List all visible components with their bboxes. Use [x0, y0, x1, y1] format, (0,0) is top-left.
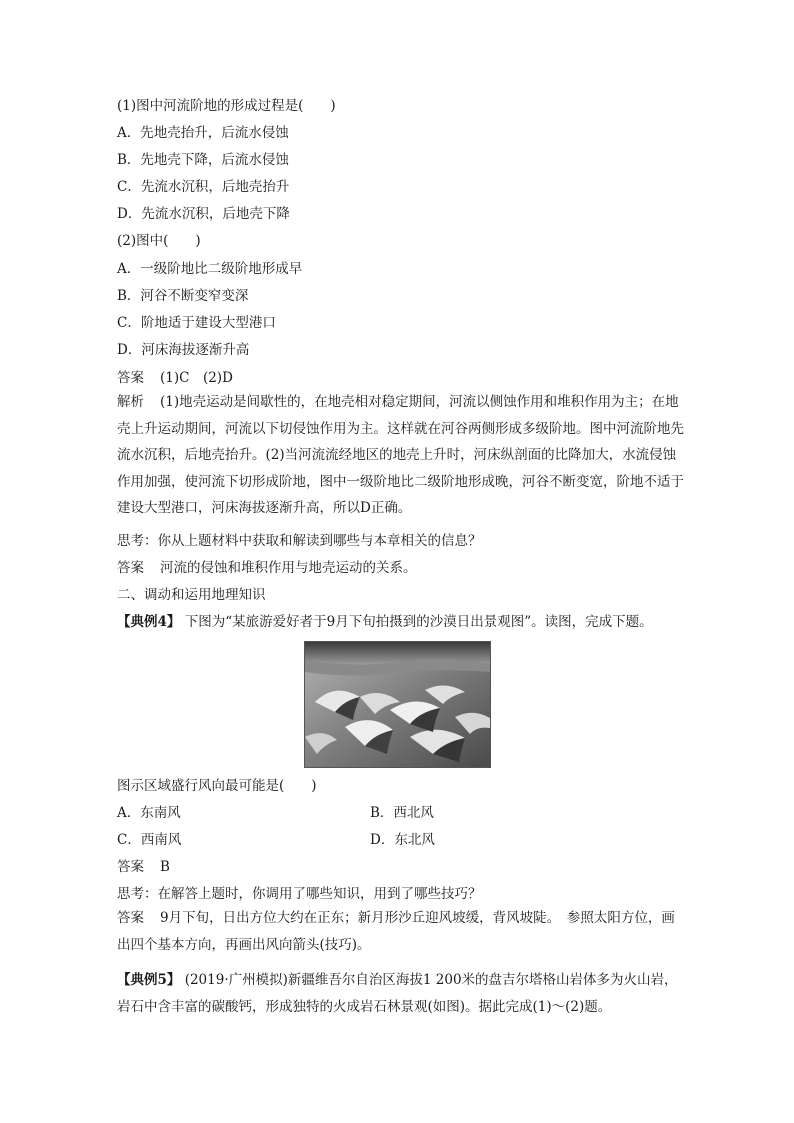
think-1: 思考：你从上题材料中获取和解读到哪些与本章相关的信息？ — [117, 533, 482, 549]
q2-option-c: C．阶地适于建设大型港口 — [117, 315, 276, 331]
example-tag: 【典例5】 — [117, 972, 181, 988]
answer-4 — [117, 905, 687, 958]
q1-option-b: B．先地壳下降，后流水侵蚀 — [117, 152, 289, 168]
q1-stem: (1)图中河流阶地的形成过程是( ) — [117, 98, 336, 114]
answer-text: 河流的侵蚀和堆积作用与地壳运动的关系。 — [160, 560, 417, 576]
analysis-1 — [117, 389, 687, 522]
q3-option-d: D．东北风 — [370, 832, 435, 848]
answer-text: 9月下旬，日出方位大约在正东；新月形沙丘迎风坡缓，背风坡陡。 参照太阳方位，画出四个基本方向，再画出风向箭头(技巧)。 — [117, 910, 675, 953]
q2-option-a: A．一级阶地比二级阶地形成早 — [117, 261, 303, 277]
q2-option-b: B．河谷不断变窄变深 — [117, 288, 249, 304]
q3-options-row-2 — [117, 830, 687, 850]
example-text: 下图为“某旅游爱好者于9月下旬拍摄到的沙漠日出景观图”。读图，完成下题。 — [184, 614, 653, 630]
answer-3 — [117, 857, 170, 877]
q3-option-b: B．西北风 — [370, 805, 434, 821]
answer-label: 答案 — [117, 560, 144, 576]
q1-option-a: A．先地壳抬升，后流水侵蚀 — [117, 125, 289, 141]
answer-label: 答案 — [117, 370, 144, 386]
example-tag: 【典例4】 — [117, 614, 181, 630]
q1-option-d: D．先流水沉积，后地壳下降 — [117, 206, 290, 222]
answer-text: B — [160, 859, 170, 875]
section-2-title: 二、调动和运用地理知识 — [117, 587, 266, 603]
answer-text: (1)C (2)D — [160, 370, 233, 386]
q3-option-c: C．西南风 — [117, 832, 182, 848]
q1-option-c: C．先流水沉积，后地壳抬升 — [117, 179, 290, 195]
answer-label: 答案 — [117, 859, 144, 875]
think-2: 思考：在解答上题时，你调用了哪些知识，用到了哪些技巧？ — [117, 886, 482, 902]
analysis-text: (1)地壳运动是间歇性的，在地壳相对稳定期间，河流以侧蚀作用和堆积作用为主；在地壳上升运动期间，河流以下切侵蚀作用为主。这样就在河谷两侧形成多级阶地。图中河流阶地先流水沉积，后地壳抬升。(2)当河流流经地区的地壳上升时，河床纵剖面的比降加大，水流侵蚀作用加强，使河流下切形成阶地，图中一级阶地比二级阶地形成晚，河谷不断变宽，阶地不适于建设大型港口，河床海拔逐渐升高，所以D正确。 — [117, 394, 684, 516]
answer-label: 答案 — [117, 910, 144, 926]
example-4 — [117, 612, 653, 632]
q3-stem: 图示区域盛行风向最可能是( ) — [117, 778, 317, 794]
analysis-label: 解析 — [117, 394, 144, 410]
q3-option-a: A．东南风 — [117, 805, 181, 821]
q3-options-row-1 — [117, 803, 687, 823]
answer-2 — [117, 558, 417, 578]
q2-option-d: D．河床海拔逐渐升高 — [117, 342, 250, 358]
q2-stem: (2)图中( ) — [117, 233, 201, 249]
desert-sunrise-photo — [304, 641, 491, 768]
example-text: (2019·广州模拟)新疆维吾尔自治区海拔1 200米的盘吉尔塔格山岩体多为火山岩，岩石中含丰富的碳酸钙，形成独特的火成岩石林景观(如图)。据此完成(1)～(2)题。 — [117, 972, 678, 1015]
answer-1 — [117, 368, 233, 388]
example-5 — [117, 967, 687, 1020]
